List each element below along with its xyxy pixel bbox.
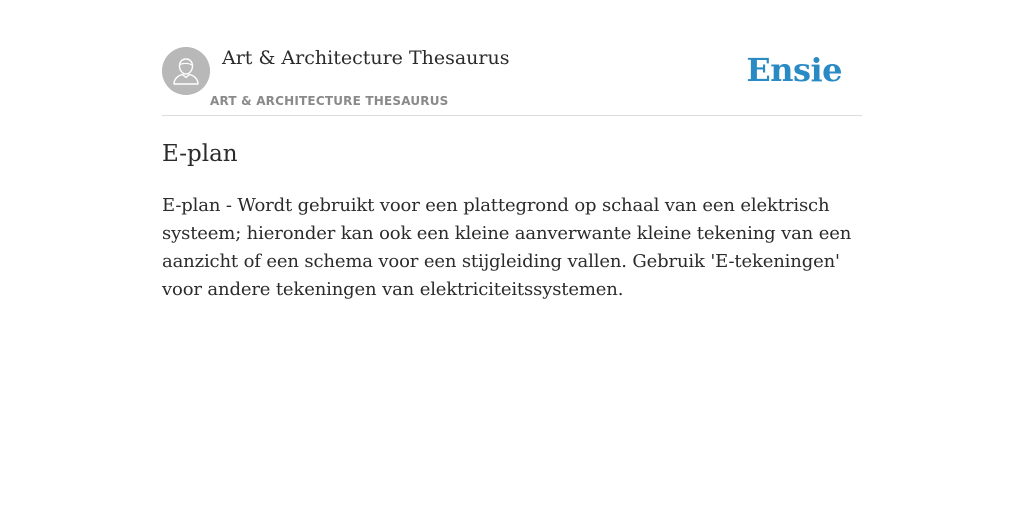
term-title: E-plan (162, 141, 238, 167)
ensie-logo[interactable]: Ensie (746, 51, 842, 89)
entry-header (162, 0, 862, 116)
user-avatar-icon (162, 47, 210, 95)
term-definition: E-plan - Wordt gebruikt voor een plattegrond op schaal van een elektrisch systeem; hieronder kan ook een kleine aanverwante kleine tekening van een aanzicht of een schema voor een stijgleiding vallen. Gebruik 'E-tekeningen' voor andere tekeningen van elektriciteitssystemen. (162, 195, 852, 300)
author-name-link[interactable]: Art & Architecture Thesaurus (222, 47, 510, 69)
author-avatar[interactable] (162, 47, 210, 95)
source-label: ART & ARCHITECTURE THESAURUS (210, 94, 449, 108)
page-container (162, 0, 862, 300)
